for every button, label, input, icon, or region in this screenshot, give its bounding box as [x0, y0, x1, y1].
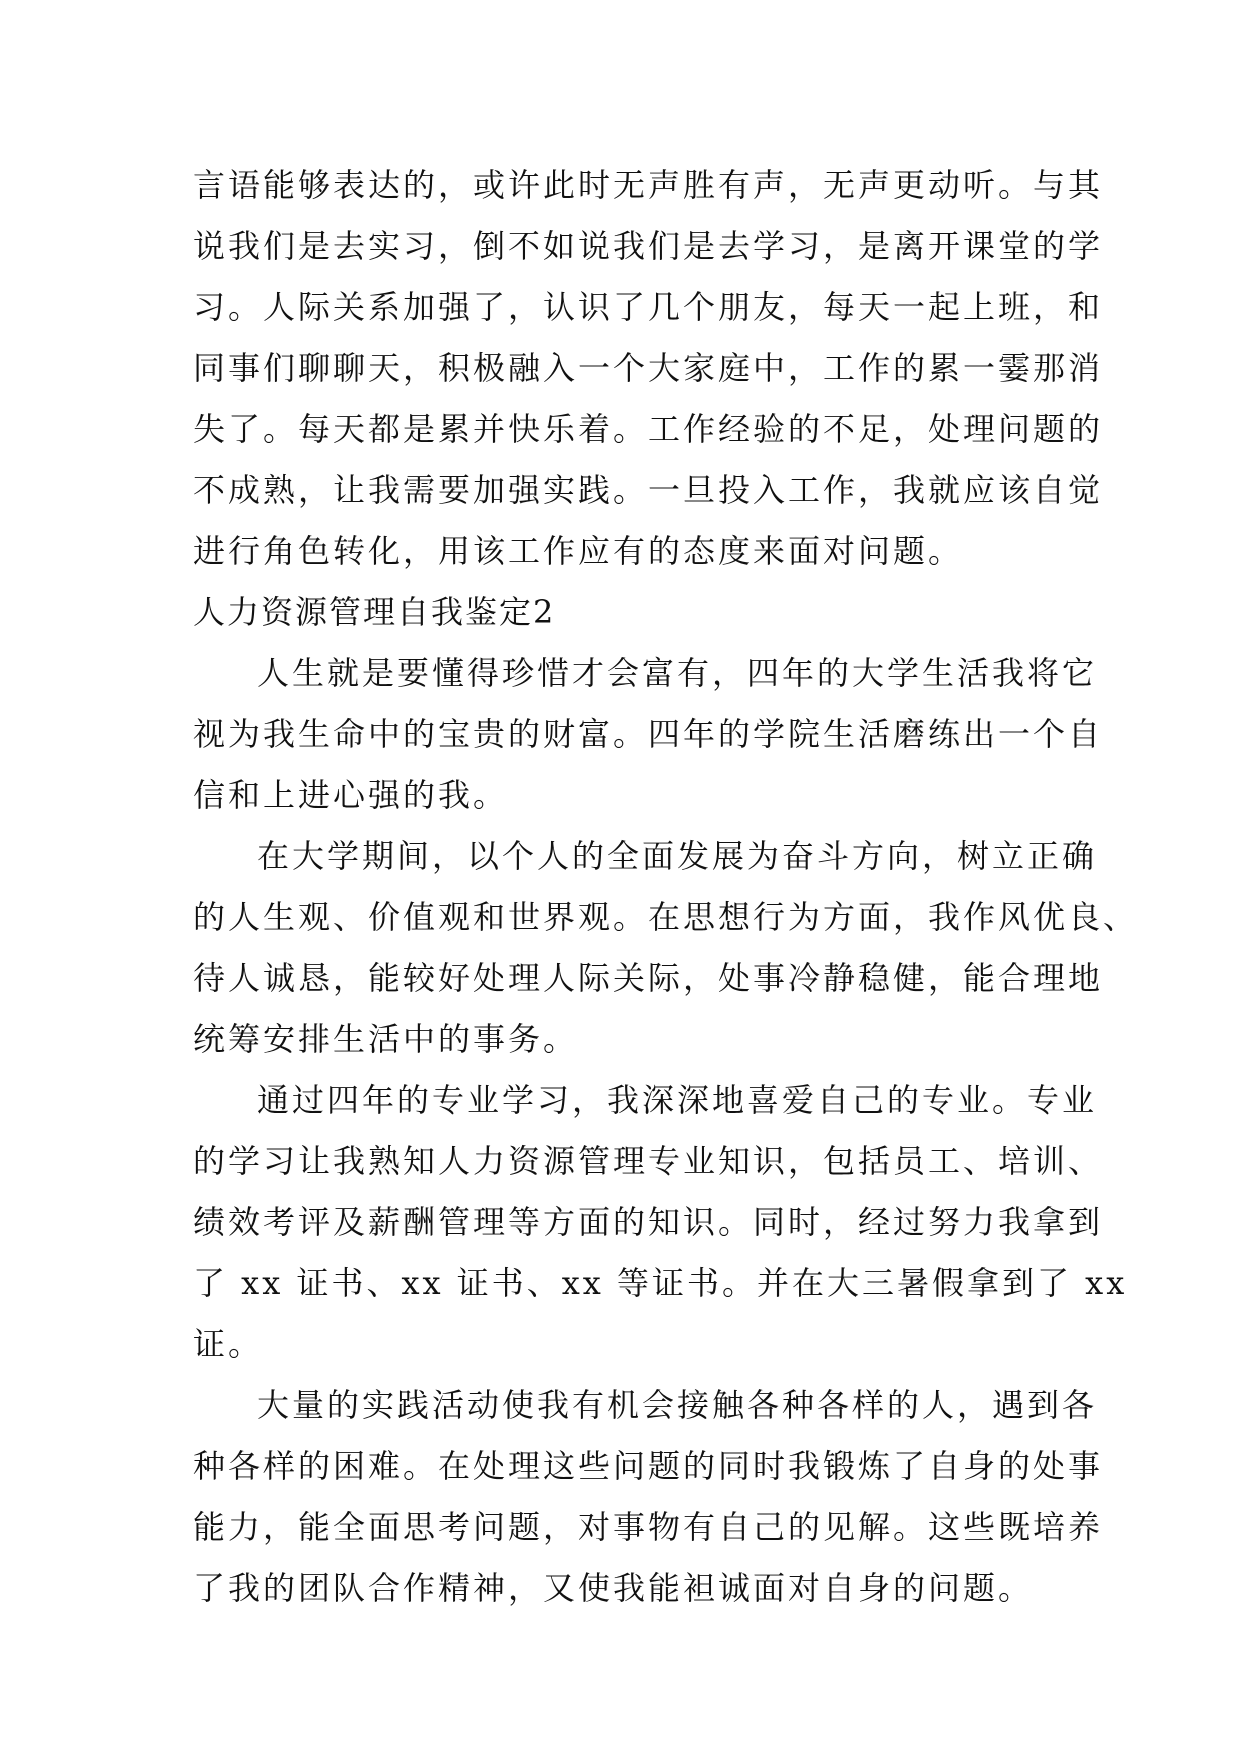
text-line: 证。: [193, 1325, 264, 1363]
document-body: [193, 155, 1139, 1619]
text-line: 种各样的困难。在处理这些问题的同时我锻炼了自身的处事: [193, 1447, 1104, 1485]
paragraph: [193, 1070, 1128, 1375]
continued-paragraph: [193, 155, 1104, 582]
text-line: 视为我生命中的宝贵的财富。四年的学院生活磨练出一个自: [193, 715, 1104, 753]
text-line: 不成熟，让我需要加强实践。一旦投入工作，我就应该自觉: [193, 471, 1104, 509]
text-line: 通过四年的专业学习，我深深地喜爱自己的专业。专业: [257, 1081, 1098, 1119]
text-line: 待人诚恳，能较好处理人际关际，处事冷静稳健，能合理地: [193, 959, 1104, 997]
text-line: 说我们是去实习，倒不如说我们是去学习，是离开课堂的学: [193, 227, 1104, 265]
text-line: 习。人际关系加强了，认识了几个朋友，每天一起上班，和: [193, 288, 1104, 326]
paragraph: [193, 826, 1139, 1070]
text-line: 失了。每天都是累并快乐着。工作经验的不足，处理问题的: [193, 410, 1104, 448]
section-heading: 人力资源管理自我鉴定2: [193, 593, 556, 631]
text-line: 绩效考评及薪酬管理等方面的知识。同时，经过努力我拿到: [193, 1203, 1104, 1241]
paragraph: [193, 643, 1104, 826]
text-line: 言语能够表达的，或许此时无声胜有声，无声更动听。与其: [193, 166, 1104, 204]
paragraph: [193, 1375, 1104, 1619]
text-line: 同事们聊聊天，积极融入一个大家庭中，工作的累一霎那消: [193, 349, 1104, 387]
text-line: 统筹安排生活中的事务。: [193, 1020, 579, 1058]
text-line: 了我的团队合作精神，又使我能袒诚面对自身的问题。: [193, 1569, 1034, 1607]
text-line: 的学习让我熟知人力资源管理专业知识，包括员工、培训、: [193, 1142, 1104, 1180]
text-line: 能力，能全面思考问题，对事物有自己的见解。这些既培养: [193, 1508, 1104, 1546]
text-line: 的人生观、价值观和世界观。在思想行为方面，我作风优良、: [193, 898, 1139, 936]
text-line: 在大学期间，以个人的全面发展为奋斗方向，树立正确: [257, 837, 1098, 875]
text-line: 进行角色转化，用该工作应有的态度来面对问题。: [193, 532, 964, 570]
text-line: 了 xx 证书、xx 证书、xx 等证书。并在大三暑假拿到了 xx: [193, 1264, 1128, 1302]
text-line: 信和上进心强的我。: [193, 776, 509, 814]
text-line: 人生就是要懂得珍惜才会富有，四年的大学生活我将它: [257, 654, 1098, 692]
text-line: 大量的实践活动使我有机会接触各种各样的人，遇到各: [257, 1386, 1098, 1424]
